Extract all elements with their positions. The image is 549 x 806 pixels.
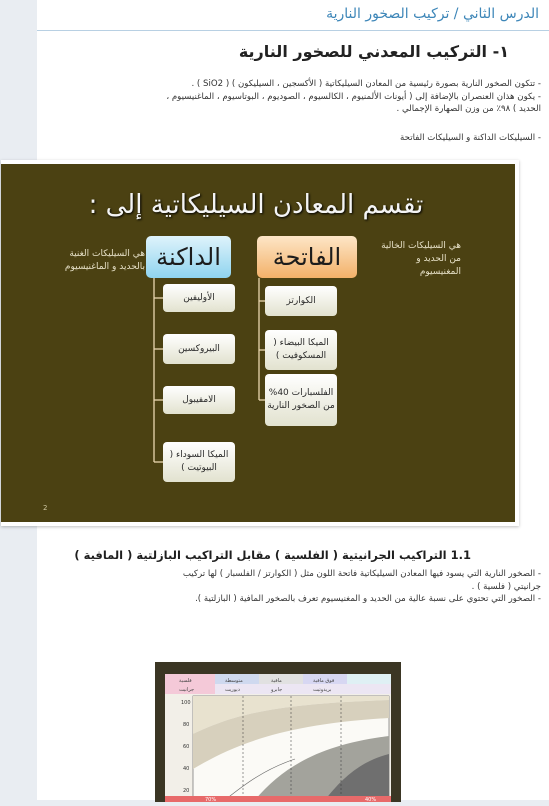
- header-divider: [37, 30, 549, 31]
- diagram-cell: فوق مافية: [313, 678, 335, 684]
- dark-silicates-description: هي السيليكات الغنية بالحديد و الماغنيسيوم: [64, 249, 145, 272]
- mineral-quartz: الكوارتز: [265, 286, 337, 316]
- diagram-cell: جابرو: [271, 687, 283, 693]
- mineral-biotite: الميكا السوداء ( البيوتيت ): [163, 442, 235, 482]
- mineral-olivine: الأوليفين: [163, 284, 235, 312]
- diagram-cell: بريدوتيت: [313, 687, 332, 693]
- dark-silicates-label: الداكنة: [146, 236, 231, 278]
- section-intro: [51, 78, 541, 116]
- diagram-bottom-left: 70%: [205, 797, 217, 802]
- intro-line: - تتكون الصخور النارية بصورة رئيسية من المعادن السيليكاتية ( الأكسجين ، السيليكون ) ( SiO2 ) .: [191, 79, 541, 89]
- body-line: - الصخور النارية التي يسود فيها المعادن السيليكاتية فاتحة اللون مثل ( الكوارتز / الفلسبار ) لها تركيب: [182, 569, 541, 579]
- diagram-plot-area: [165, 674, 391, 802]
- diagram-cell: مافية: [271, 678, 282, 684]
- diagram-cell: فلسية: [179, 678, 192, 684]
- composition-diagram: [155, 662, 401, 802]
- intro-line: - يكون هذان العنصران بالإضافة إلى ( أيونات الألمنيوم ، الكالسيوم ، الصوديوم ، البوتاسيوم ، الماغنيسيوم ،: [166, 91, 541, 102]
- diagram-cell: متوسطة: [225, 678, 243, 684]
- diagram-cell: جرانيت: [179, 687, 195, 693]
- lesson-header: الدرس الثاني / تركيب الصخور النارية: [326, 6, 539, 22]
- y-tick: 80: [183, 722, 190, 728]
- light-silicates-description: هي السيليكات الخالية من الحديد و المغنيسيوم: [381, 241, 461, 277]
- mineral-muscovite: الميكا البيضاء ( المسكوفيت ): [265, 330, 337, 370]
- body-line: جرانيتي ( فلسية ) .: [471, 581, 541, 592]
- y-tick: 100: [181, 700, 191, 706]
- diagram-cell: ديوريت: [225, 687, 240, 693]
- diagram-graphic: [165, 674, 391, 802]
- y-tick: 60: [183, 744, 190, 750]
- classification-tree-lines: [1, 164, 515, 522]
- mineral-amphibole: الامفيبول: [163, 386, 235, 414]
- body-line: - الصخور التي تحتوي على نسبة عالية من الحديد و المغنيسيوم تعرف بالصخور المافية ( البازلتية ).: [195, 594, 541, 604]
- silicate-minerals-slide: [1, 160, 519, 526]
- mineral-feldspars: الفلسبارات 40% من الصخور النارية: [265, 374, 337, 426]
- mineral-pyroxene: البيروكسين: [163, 334, 235, 364]
- intro-line: الحديد ) ٩٨٪ من وزن الصهارة الإجمالي .: [396, 104, 541, 114]
- y-tick: 20: [183, 788, 190, 794]
- diagram-bottom-right: 40%: [365, 797, 377, 802]
- silicates-types-line: - السيليكات الداكنة و السيليكات الفاتحة: [400, 133, 541, 143]
- slide-title: تقسم المعادن السيليكاتية إلى :: [88, 190, 424, 220]
- slide-number: 2: [43, 504, 48, 512]
- light-silicates-label: الفاتحة: [257, 236, 357, 278]
- section-title: ١- التركيب المعدني للصخور النارية: [238, 42, 509, 61]
- subsection-body: [51, 568, 541, 606]
- y-tick: 40: [183, 766, 190, 772]
- slide-background: [1, 164, 515, 522]
- subsection-title: 1.1 التراكيب الجرانيتية ( الفلسية ) مقابل التراكيب البازلتية ( المافية ): [74, 548, 471, 562]
- document-page: [37, 0, 549, 800]
